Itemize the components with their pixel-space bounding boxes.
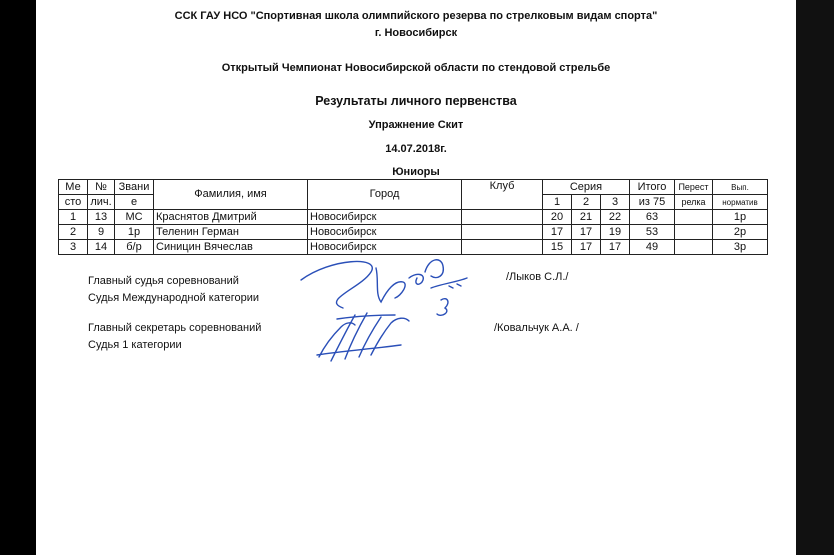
- cell-rank: 1р: [115, 225, 154, 240]
- cell-rank: МС: [115, 210, 154, 225]
- col-rank-header-2: е: [115, 195, 154, 210]
- cell-norm: 3р: [713, 240, 768, 255]
- col-reshoot-header: Перест: [675, 180, 713, 195]
- organization-title: ССК ГАУ НСО "Спортивная школа олимпийского резерва по стрелковым видам спорта": [174, 10, 658, 22]
- exercise-title: Упражнение Скит: [368, 119, 464, 131]
- cell-series-2: 21: [572, 210, 601, 225]
- cell-city: Новосибирск: [308, 240, 462, 255]
- judge-category: Судья Международной категории: [88, 292, 260, 304]
- col-rank-header: Звани: [115, 180, 154, 195]
- cell-series-1: 15: [543, 240, 572, 255]
- cell-series-3: 22: [601, 210, 630, 225]
- cell-club: [462, 210, 543, 225]
- results-table: [58, 179, 768, 255]
- cell-name: Теленин Герман: [154, 225, 308, 240]
- secretary-name: /Ковальчук А.А. /: [494, 322, 579, 334]
- col-num-header: №: [88, 180, 115, 195]
- cell-city: Новосибирск: [308, 225, 462, 240]
- col-series-3-header: 3: [601, 195, 630, 210]
- results-title: Результаты личного первенства: [315, 94, 517, 108]
- table-row: [59, 225, 768, 240]
- col-reshoot-header-2: релка: [675, 195, 713, 210]
- cell-num: 9: [88, 225, 115, 240]
- col-total-header: Итого: [630, 180, 675, 195]
- cell-total: 63: [630, 210, 675, 225]
- cell-norm: 2р: [713, 225, 768, 240]
- cell-rank: б/р: [115, 240, 154, 255]
- secretary-title: Главный секретарь соревнований: [88, 322, 262, 334]
- judge-title: Главный судья соревнований: [88, 275, 239, 287]
- scan-border: [796, 0, 834, 555]
- cell-series-1: 17: [543, 225, 572, 240]
- cell-reshoot: [675, 210, 713, 225]
- col-series-2-header: 2: [572, 195, 601, 210]
- cell-club: [462, 240, 543, 255]
- cell-total: 49: [630, 240, 675, 255]
- cell-name: Краснятов Дмитрий: [154, 210, 308, 225]
- col-total-header-2: из 75: [630, 195, 675, 210]
- col-num-header-2: лич.: [88, 195, 115, 210]
- secretary-signature: [311, 305, 421, 365]
- cell-series-2: 17: [572, 225, 601, 240]
- cell-total: 53: [630, 225, 675, 240]
- col-place-header: Ме: [59, 180, 88, 195]
- cell-place: 3: [59, 240, 88, 255]
- col-series-1-header: 1: [543, 195, 572, 210]
- judge-name: /Лыков С.Л./: [506, 271, 569, 283]
- cell-reshoot: [675, 225, 713, 240]
- cell-series-3: 19: [601, 225, 630, 240]
- city-line: г. Новосибирск: [374, 27, 458, 39]
- cell-place: 2: [59, 225, 88, 240]
- event-title: Открытый Чемпионат Новосибирской области по стендовой стрельбе: [221, 62, 611, 74]
- cell-num: 13: [88, 210, 115, 225]
- cell-name: Синицин Вячеслав: [154, 240, 308, 255]
- secretary-category: Судья 1 категории: [88, 339, 182, 351]
- col-norm-header: Вып.: [713, 180, 768, 195]
- cell-club: [462, 225, 543, 240]
- category-title: Юниоры: [392, 166, 440, 178]
- table-header-row: [59, 180, 768, 195]
- cell-reshoot: [675, 240, 713, 255]
- cell-city: Новосибирск: [308, 210, 462, 225]
- table-row: [59, 210, 768, 225]
- cell-norm: 1р: [713, 210, 768, 225]
- col-club-header: Клуб: [462, 180, 543, 210]
- document-page: [36, 0, 796, 555]
- cell-series-2: 17: [572, 240, 601, 255]
- col-series-header: Серия: [543, 180, 630, 195]
- col-name-header: Фамилия, имя: [154, 180, 308, 210]
- event-date: 14.07.2018г.: [385, 143, 447, 155]
- col-norm-header-2: норматив: [713, 195, 768, 210]
- cell-num: 14: [88, 240, 115, 255]
- cell-series-1: 20: [543, 210, 572, 225]
- cell-place: 1: [59, 210, 88, 225]
- cell-series-3: 17: [601, 240, 630, 255]
- col-place-header-2: сто: [59, 195, 88, 210]
- col-city-header: Город: [308, 180, 462, 210]
